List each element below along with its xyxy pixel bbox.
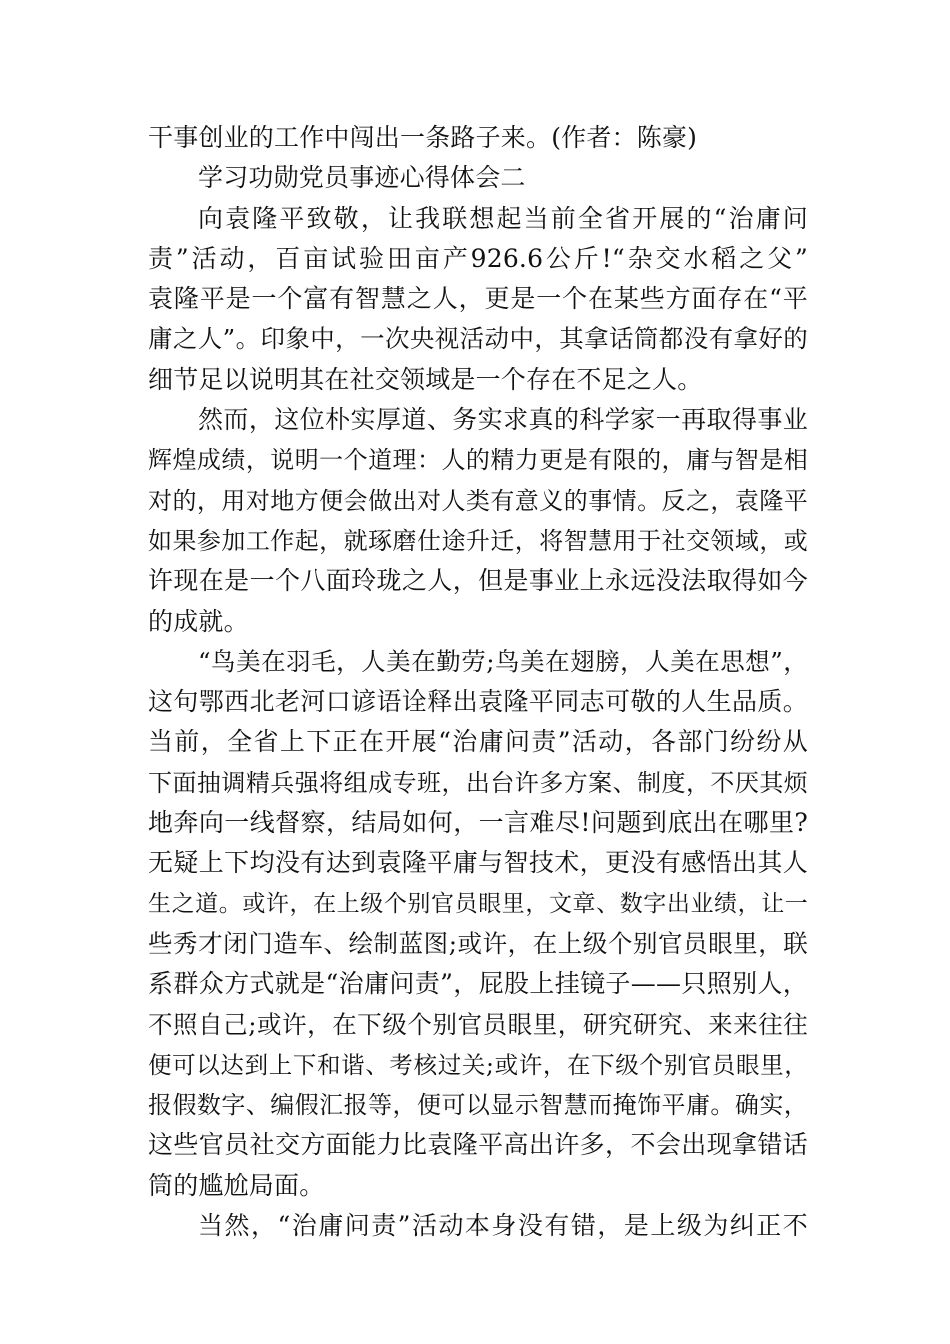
text-line: “鸟美在羽毛，人美在勤劳;鸟美在翅膀，人美在思想”， (198, 646, 808, 676)
text-line: 如果参加工作起，就琢磨仕途升迁，将智慧用于社交领域，或 (148, 526, 808, 555)
text-line: 生之道。或许，在上级个别官员眼里，文章、数字出业绩，让一 (148, 890, 808, 917)
text-line: 便可以达到上下和谐、考核过关;或许，在下级个别官员眼里， (148, 1050, 808, 1079)
text-line: 庸之人”。印象中，一次央视活动中，其拿话筒都没有拿好的 (148, 324, 808, 354)
text-line: 些秀才闭门造车、绘制蓝图;或许，在上级个别官员眼里，联 (148, 928, 808, 958)
text-line: 袁隆平是一个富有智慧之人，更是一个在某些方面存在“平 (148, 284, 808, 314)
text-line: 系群众方式就是“治庸问责”，屁股上挂镜子——只照别人， (148, 969, 808, 999)
text-line: 许现在是一个八面玲珑之人，但是事业上永远没法取得如今 (148, 566, 808, 596)
text-line: 无疑上下均没有达到袁隆平庸与智技术，更没有感悟出其人 (148, 848, 808, 878)
text-line: 不照自己;或许，在下级个别官员眼里，研究研究、来来往往 (148, 1009, 808, 1039)
document-body (148, 118, 808, 1246)
text-line: 辉煌成绩，说明一个道理：人的精力更是有限的，庸与智是相 (148, 446, 808, 475)
text-line: 这些官员社交方面能力比袁隆平高出许多，不会出现拿错话 (148, 1130, 808, 1160)
text-line: 向袁隆平致敬，让我联想起当前全省开展的“治庸问 (198, 203, 808, 233)
text-line: 这句鄂西北老河口谚语诠释出袁隆平同志可敬的人生品质。 (148, 687, 808, 717)
text-line: 然而，这位朴实厚道、务实求真的科学家一再取得事业 (198, 405, 808, 435)
text-line: 下面抽调精兵强将组成专班，出台许多方案、制度，不厌其烦 (148, 768, 808, 797)
text-line: 当然，“治庸问责”活动本身没有错，是上级为纠正不 (198, 1211, 808, 1241)
text-line: 当前，全省上下正在开展“治庸问责”活动，各部门纷纷从 (148, 727, 808, 757)
text-line: 地奔向一线督察，结局如何，一言难尽!问题到底出在哪里? (148, 808, 808, 838)
section-heading: 学习功勋党员事迹心得体会二 (198, 163, 526, 193)
text-line: 报假数字、编假汇报等，便可以显示智慧而掩饰平庸。确实， (148, 1091, 808, 1120)
text-line: 细节足以说明其在社交领域是一个存在不足之人。 (148, 364, 703, 394)
text-line: 对的，用对地方便会做出对人类有意义的事情。反之，袁隆平 (148, 486, 808, 515)
text-line: 的成就。 (148, 606, 249, 636)
text-line: 责”活动，百亩试验田亩产926.6公斤!“杂交水稻之父” (148, 243, 808, 273)
text-line: 干事创业的工作中闯出一条路子来。(作者：陈豪) (148, 123, 698, 152)
text-line: 筒的尴尬局面。 (148, 1170, 325, 1200)
